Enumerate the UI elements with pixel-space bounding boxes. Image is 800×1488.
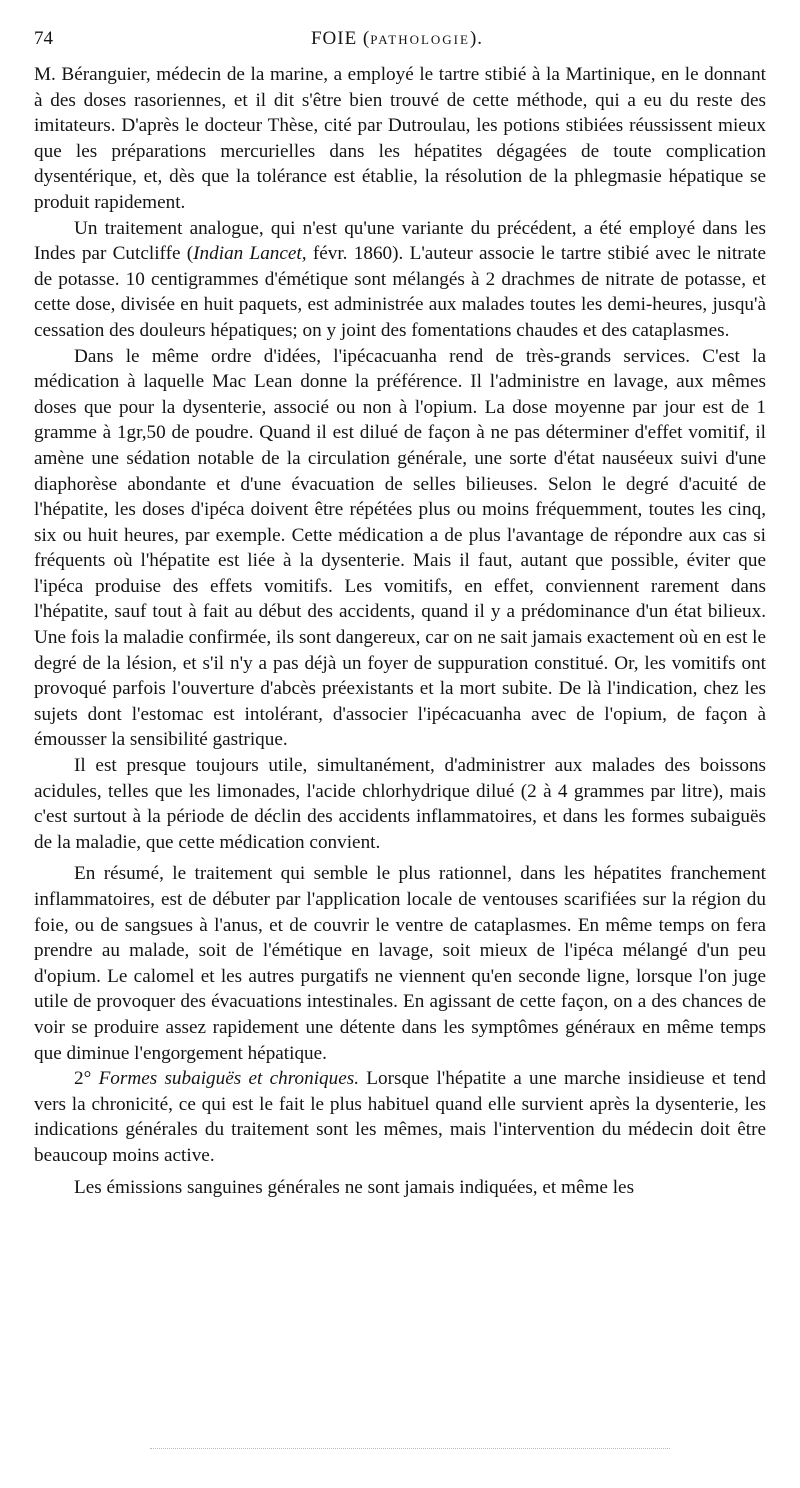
running-title-end: ). [469, 28, 484, 49]
paragraph-ipecacuanha [34, 344, 766, 754]
paragraph-text: Les émissions sanguines générales ne sont jamais indiquées, et même les [74, 1176, 635, 1198]
paragraph-text: Un traitement analogue, qui n'est qu'une variante du précédent, a été employé dans les Indes par Cutcliffe ( [34, 217, 766, 265]
page-header [34, 28, 760, 58]
paragraph-cutcliffe [34, 216, 766, 344]
body-text [34, 62, 766, 1200]
running-title-main: FOIE ( [310, 28, 371, 49]
running-title [34, 28, 760, 50]
paragraph-resume [34, 861, 766, 1066]
section-heading: Formes subaiguës et chroniques. [98, 1068, 359, 1090]
paragraph-text: En résumé, le traitement qui semble le plus rationnel, dans les hépatites franchement inflammatoires, est de débuter par l'application locale de ventouses scarifiées sur la région du foie, ou de sangsues à l'anus, et de couvrir le ventre de cataplasmes. En même temps on fera prendre au malade, soit de l'émétique en lavage, soit mieux de l'ipéca mélangé d'un peu d'opium. Le calomel et les autres purgatifs ne viennent qu'en seconde ligne, lorsque l'on juge utile de provoquer des évacuations intestinales. En agissant de cette façon, on a des chances de voir se produire assez rapidement une détente dans les symptômes généraux en même temps que diminue l'engorgement hépatique. [34, 863, 766, 1064]
paragraph-formes-subaigues [34, 1066, 766, 1168]
paragraph-text: févr. 1860). L'auteur associe le tartre stibié avec le nitrate de potasse. 10 centigrammes d'émétique sont mélangés à 2 drachmes de nitrate de potasse, et cette dose, divisée en huit paquets, est administrée aux malades toutes les demi-heures, jusqu'à cessation des douleurs hépatiques; on y joint des fomentations chaudes et des cataplasmes. [34, 243, 766, 341]
paragraph-emissions-sanguines [34, 1175, 766, 1201]
paragraph-text: Lorsque l'hépatite a une marche insidieuse et tend vers la chronicité, ce qui est le fait le plus habituel quand elle survient après la dysenterie, les indications générales du traitement sont les mêmes, mais l'intervention du médecin doit être beaucoup moins active. [34, 1068, 766, 1166]
paragraph-text: M. Béranguier, médecin de la marine, a employé le tartre stibié à la Martinique, en le donnant à des doses rasoriennes, et il dit s'être bien trouvé de cette méthode, qui a eu du reste des imitateurs. D'après le docteur Thèse, cité par Dutroulau, les potions stibiées réussissent mieux que les préparations mercurielles dans les hépatites dégagées de toute complication dysentérique, et, dès que la tolérance est établie, la résolution de la phlegmasie hépatique se produit rapidement. [34, 64, 766, 213]
paragraph-boissons-acidules [34, 753, 766, 855]
section-number: 2° [74, 1068, 99, 1090]
paragraph-text: Dans le même ordre d'idées, l'ipécacuanha rend de très-grands services. C'est la médication à laquelle Mac Lean donne la préférence. Il l'administre en lavage, aux mêmes doses que pour la dysenterie, associé ou non à l'opium. La dose moyenne par jour est de 1 gramme à 1gr,50 de poudre. Quand il est dilué de façon à ne pas déterminer d'effet vomitif, il amène une sédation notable de la circulation générale, une sorte d'état nauséeux suivi d'une diaphorèse abondante et d'une évacuation de selles bilieuses. Selon le degré d'acuité de l'hépatite, les doses d'ipéca doivent être répétées plus ou moins fréquemment, toutes les cinq, six ou huit heures, par exemple. Cette médication a de plus l'avantage de répondre aux cas si fréquents où l'hépatite est liée à la dysenterie. Mais il faut, autant que possible, éviter que l'ipéca produise des effets vomitifs. Les vomitifs, en effet, conviennent rarement dans l'hépatite, sauf tout à fait au début des accidents, quand il y a prédominance d'un état bilieux. Une fois la maladie confirmée, ils sont dangereux, car on ne sait jamais exactement où en est le degré de la lésion, et s'il n'y a pas déjà un foyer de suppuration constitué. Or, les vomitifs ont provoqué parfois l'ouverture d'abcès préexistants et la mort subite. De là l'indication, chez les sujets dont l'estomac est intolérant, d'associer l'ipécacuanha avec de l'opium, de façon à émousser la sensibilité gastrique. [34, 345, 766, 751]
page-number: 74 [34, 28, 53, 49]
paragraph-text: Il est presque toujours utile, simultanément, d'administrer aux malades des boissons acidules, telles que les limonades, l'acide chlorhydrique dilué (2 à 4 grammes par litre), mais c'est surtout à la période de déclin des accidents inflammatoires, et dans les formes subaiguës de la maladie, que cette médication convient. [34, 755, 766, 853]
journal-title: Indian Lancet, [193, 243, 307, 265]
footer-dotted-rule [150, 1448, 670, 1449]
running-title-small-caps: PATHOLOGIE [370, 32, 470, 47]
paragraph-beranguier [34, 62, 766, 216]
